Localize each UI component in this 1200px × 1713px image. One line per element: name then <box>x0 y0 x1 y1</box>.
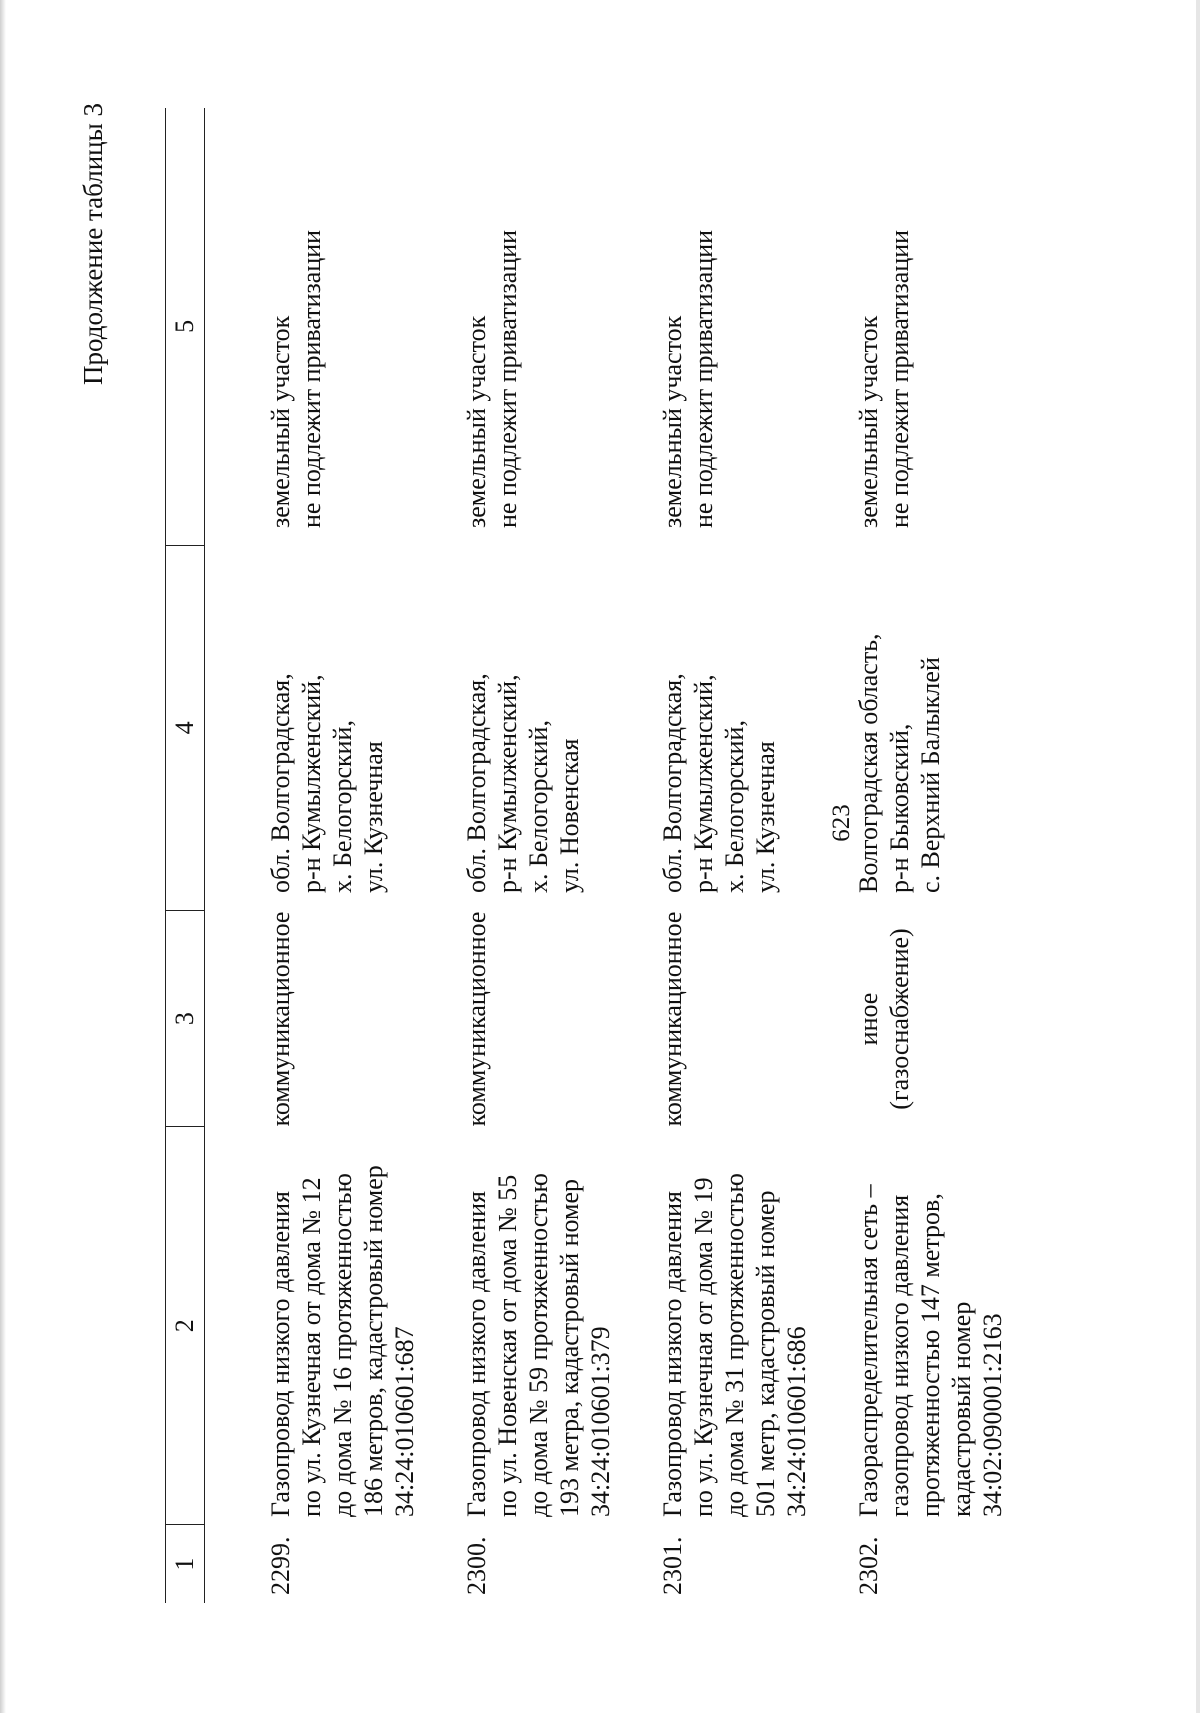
row-number: 2302. <box>854 1536 883 1595</box>
object-note: земельный участок не подлежит приватизации <box>266 229 326 528</box>
object-purpose: коммуникационное <box>266 911 295 1127</box>
object-purpose: коммуникационное <box>658 911 687 1127</box>
object-name: Газопровод низкого давления по ул. Кузнечная от дома № 12 до дома № 16 протяженностью 186 метров, кадастровый номер 34:24:010601:687 <box>266 1165 419 1517</box>
row-number: 2299. <box>266 1536 295 1595</box>
table-row-2300 <box>401 108 615 1603</box>
object-address: обл. Волгоградская, р-н Кумылженский, х. Белогорский, ул. Кузнечная <box>658 673 780 893</box>
object-name: Газопровод низкого давления по ул. Кузнечная от дома № 19 до дома № 31 протяженностью 501 метр, кадастровый номер 34:24:010601:686 <box>658 1173 811 1517</box>
object-name: Газораспределительная сеть – газопровод низкого давления протяженностью 147 метров, кадастровый номер 34:02:090001:2163 <box>854 1184 1007 1517</box>
object-purpose: иное (газоснабжение) <box>854 928 914 1110</box>
table-header-row <box>165 108 205 1603</box>
object-name: Газопровод низкого давления по ул. Новенская от дома № 55 до дома № 59 протяженностью 193 метра, кадастровый номер 34:24:010601:379 <box>462 1173 615 1517</box>
object-note: земельный участок не подлежит приватизации <box>462 229 522 528</box>
object-address: обл. Волгоградская, р-н Кумылженский, х. Белогорский, ул. Кузнечная <box>266 673 388 893</box>
column-header-4: 4 <box>166 546 204 911</box>
row-number: 2301. <box>658 1536 687 1595</box>
row-number: 2300. <box>462 1536 491 1595</box>
property-table <box>165 108 1007 1603</box>
table-row-2299 <box>205 108 419 1603</box>
object-purpose: коммуникационное <box>462 911 491 1127</box>
object-note: земельный участок не подлежит приватизации <box>854 229 914 528</box>
table-row-2301 <box>597 108 811 1603</box>
object-note: земельный участок не подлежит приватизации <box>658 229 718 528</box>
column-header-3: 3 <box>166 911 204 1127</box>
table-row-2302 <box>793 108 1007 1603</box>
table-continuation-note: Продолжение таблицы 3 <box>78 103 108 385</box>
object-address: обл. Волгоградская, р-н Кумылженский, х. Белогорский, ул. Новенская <box>462 673 584 893</box>
object-address: Волгоградская область, р-н Быковский, с. Верхний Балыклей <box>854 633 945 893</box>
column-header-1: 1 <box>170 1557 199 1571</box>
column-header-2: 2 <box>166 1127 204 1525</box>
page-number: 623 <box>828 804 855 842</box>
column-header-5: 5 <box>166 108 204 546</box>
